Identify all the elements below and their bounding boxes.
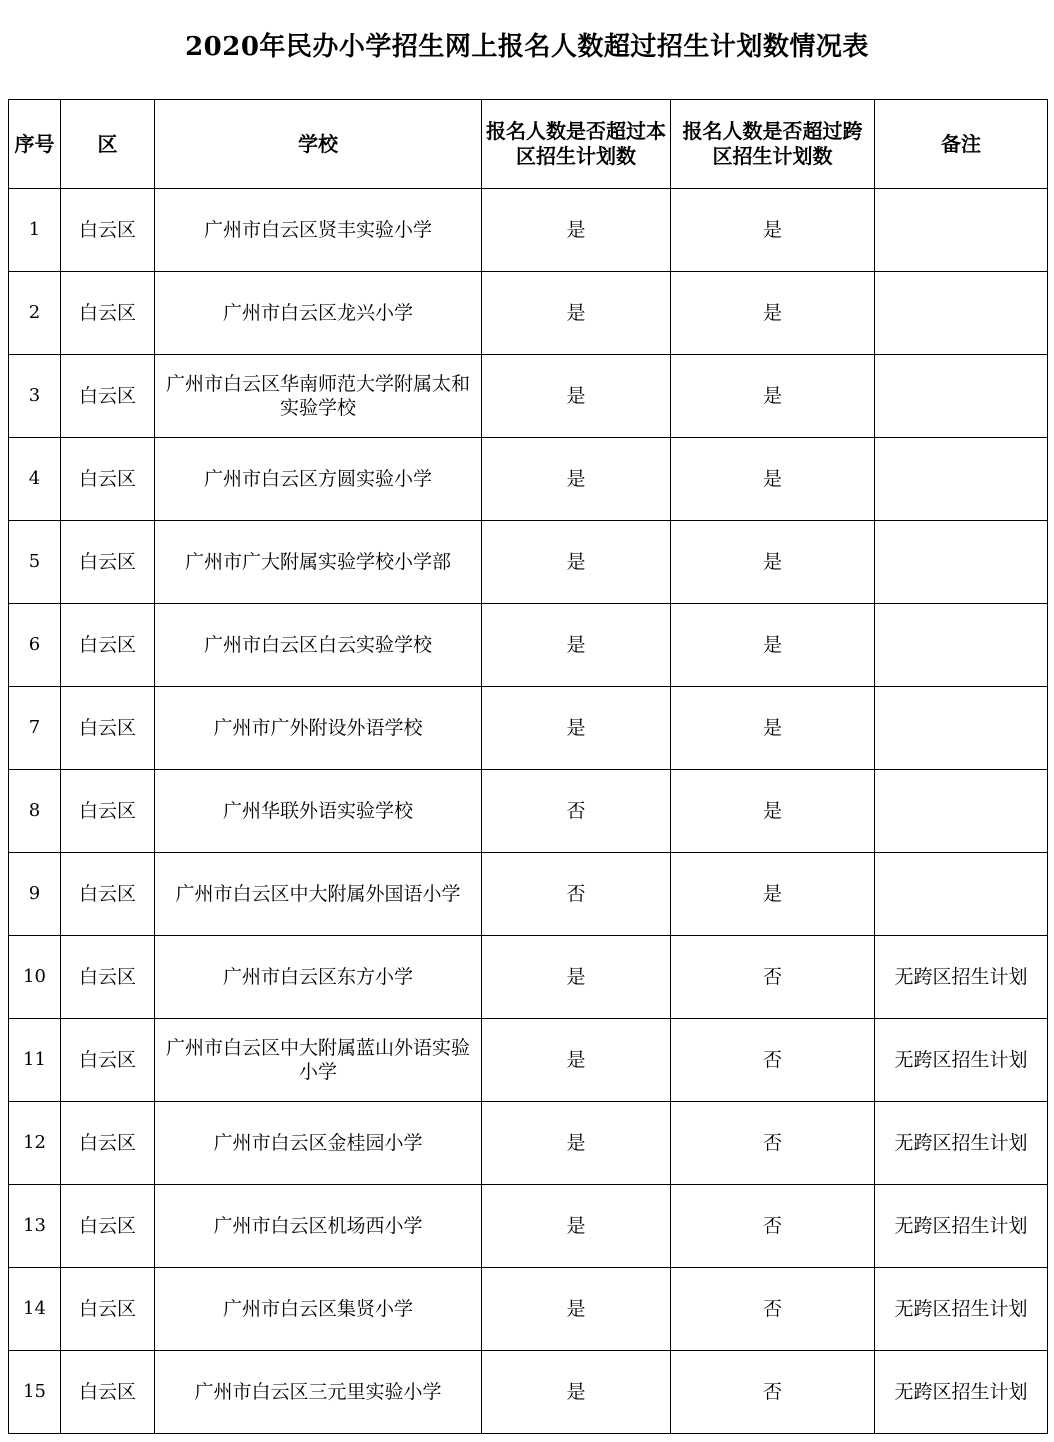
- cell-school: 广州市白云区贤丰实验小学: [155, 189, 482, 272]
- cell-seq: 10: [9, 936, 61, 1019]
- table-row: [9, 936, 1048, 1019]
- cell-seq: 3: [9, 355, 61, 438]
- cell-over-local: 是: [482, 355, 671, 438]
- cell-over-local: 否: [482, 770, 671, 853]
- cell-over-local: 是: [482, 189, 671, 272]
- cell-school: 广州市白云区白云实验学校: [155, 604, 482, 687]
- table-row: [9, 687, 1048, 770]
- cell-over-local: 是: [482, 687, 671, 770]
- cell-district: 白云区: [61, 1268, 155, 1351]
- cell-district: 白云区: [61, 687, 155, 770]
- cell-remark: [875, 189, 1048, 272]
- table-row: [9, 355, 1048, 438]
- cell-district: 白云区: [61, 604, 155, 687]
- table-row: [9, 272, 1048, 355]
- cell-remark: 无跨区招生计划: [875, 1019, 1048, 1102]
- table-row: [9, 1351, 1048, 1434]
- cell-school: 广州市白云区机场西小学: [155, 1185, 482, 1268]
- cell-seq: 6: [9, 604, 61, 687]
- table-row: [9, 853, 1048, 936]
- cell-over-cross: 是: [671, 189, 875, 272]
- cell-over-cross: 是: [671, 272, 875, 355]
- cell-remark: [875, 853, 1048, 936]
- cell-school: 广州市白云区集贤小学: [155, 1268, 482, 1351]
- cell-district: 白云区: [61, 438, 155, 521]
- cell-district: 白云区: [61, 272, 155, 355]
- cell-over-cross: 是: [671, 770, 875, 853]
- cell-over-local: 是: [482, 1185, 671, 1268]
- cell-school: 广州市广外附设外语学校: [155, 687, 482, 770]
- cell-seq: 11: [9, 1019, 61, 1102]
- header-seq: 序号: [9, 100, 61, 189]
- cell-remark: [875, 272, 1048, 355]
- cell-district: 白云区: [61, 1019, 155, 1102]
- table-row: [9, 521, 1048, 604]
- cell-school: 广州市白云区中大附属外国语小学: [155, 853, 482, 936]
- cell-remark: [875, 604, 1048, 687]
- cell-district: 白云区: [61, 1351, 155, 1434]
- cell-district: 白云区: [61, 936, 155, 1019]
- cell-over-local: 是: [482, 936, 671, 1019]
- cell-remark: [875, 521, 1048, 604]
- cell-over-cross: 否: [671, 1185, 875, 1268]
- cell-district: 白云区: [61, 355, 155, 438]
- cell-seq: 12: [9, 1102, 61, 1185]
- cell-over-local: 是: [482, 1019, 671, 1102]
- header-school: 学校: [155, 100, 482, 189]
- cell-district: 白云区: [61, 1102, 155, 1185]
- cell-seq: 7: [9, 687, 61, 770]
- header-district: 区: [61, 100, 155, 189]
- header-over-local: 报名人数是否超过本区招生计划数: [482, 100, 671, 189]
- cell-seq: 13: [9, 1185, 61, 1268]
- cell-seq: 5: [9, 521, 61, 604]
- header-over-cross: 报名人数是否超过跨区招生计划数: [671, 100, 875, 189]
- table-row: [9, 1102, 1048, 1185]
- cell-seq: 14: [9, 1268, 61, 1351]
- cell-over-local: 是: [482, 1102, 671, 1185]
- table-body: [9, 189, 1048, 1434]
- cell-district: 白云区: [61, 1185, 155, 1268]
- cell-over-cross: 否: [671, 1268, 875, 1351]
- cell-school: 广州华联外语实验学校: [155, 770, 482, 853]
- cell-remark: [875, 770, 1048, 853]
- enrollment-table: [8, 99, 1048, 1434]
- table-row: [9, 1185, 1048, 1268]
- cell-seq: 2: [9, 272, 61, 355]
- cell-over-cross: 是: [671, 604, 875, 687]
- table-row: [9, 189, 1048, 272]
- cell-over-local: 是: [482, 604, 671, 687]
- cell-school: 广州市白云区东方小学: [155, 936, 482, 1019]
- page-title: 2020年民办小学招生网上报名人数超过招生计划数情况表: [185, 32, 869, 62]
- table-row: [9, 1268, 1048, 1351]
- cell-over-local: 是: [482, 1268, 671, 1351]
- cell-school: 广州市白云区三元里实验小学: [155, 1351, 482, 1434]
- cell-over-local: 是: [482, 272, 671, 355]
- cell-seq: 4: [9, 438, 61, 521]
- cell-seq: 9: [9, 853, 61, 936]
- cell-remark: [875, 438, 1048, 521]
- cell-school: 广州市广大附属实验学校小学部: [155, 521, 482, 604]
- cell-over-local: 否: [482, 853, 671, 936]
- cell-remark: 无跨区招生计划: [875, 936, 1048, 1019]
- table-row: [9, 438, 1048, 521]
- cell-over-cross: 是: [671, 853, 875, 936]
- table-row: [9, 770, 1048, 853]
- cell-seq: 15: [9, 1351, 61, 1434]
- cell-district: 白云区: [61, 853, 155, 936]
- table-row: [9, 604, 1048, 687]
- cell-over-cross: 是: [671, 438, 875, 521]
- cell-over-local: 是: [482, 438, 671, 521]
- cell-over-cross: 是: [671, 687, 875, 770]
- cell-school: 广州市白云区华南师范大学附属太和实验学校: [155, 355, 482, 438]
- cell-seq: 1: [9, 189, 61, 272]
- cell-school: 广州市白云区方圆实验小学: [155, 438, 482, 521]
- cell-over-cross: 否: [671, 936, 875, 1019]
- cell-remark: [875, 355, 1048, 438]
- cell-seq: 8: [9, 770, 61, 853]
- cell-remark: [875, 687, 1048, 770]
- cell-over-cross: 否: [671, 1019, 875, 1102]
- cell-over-cross: 否: [671, 1102, 875, 1185]
- cell-district: 白云区: [61, 770, 155, 853]
- table-row: [9, 1019, 1048, 1102]
- cell-district: 白云区: [61, 521, 155, 604]
- cell-school: 广州市白云区中大附属蓝山外语实验小学: [155, 1019, 482, 1102]
- cell-remark: 无跨区招生计划: [875, 1351, 1048, 1434]
- cell-remark: 无跨区招生计划: [875, 1102, 1048, 1185]
- cell-district: 白云区: [61, 189, 155, 272]
- cell-over-local: 是: [482, 1351, 671, 1434]
- cell-remark: 无跨区招生计划: [875, 1268, 1048, 1351]
- cell-over-local: 是: [482, 521, 671, 604]
- cell-school: 广州市白云区龙兴小学: [155, 272, 482, 355]
- cell-over-cross: 否: [671, 1351, 875, 1434]
- cell-school: 广州市白云区金桂园小学: [155, 1102, 482, 1185]
- header-remark: 备注: [875, 100, 1048, 189]
- cell-over-cross: 是: [671, 521, 875, 604]
- cell-remark: 无跨区招生计划: [875, 1185, 1048, 1268]
- table-header-row: [9, 100, 1048, 189]
- cell-over-cross: 是: [671, 355, 875, 438]
